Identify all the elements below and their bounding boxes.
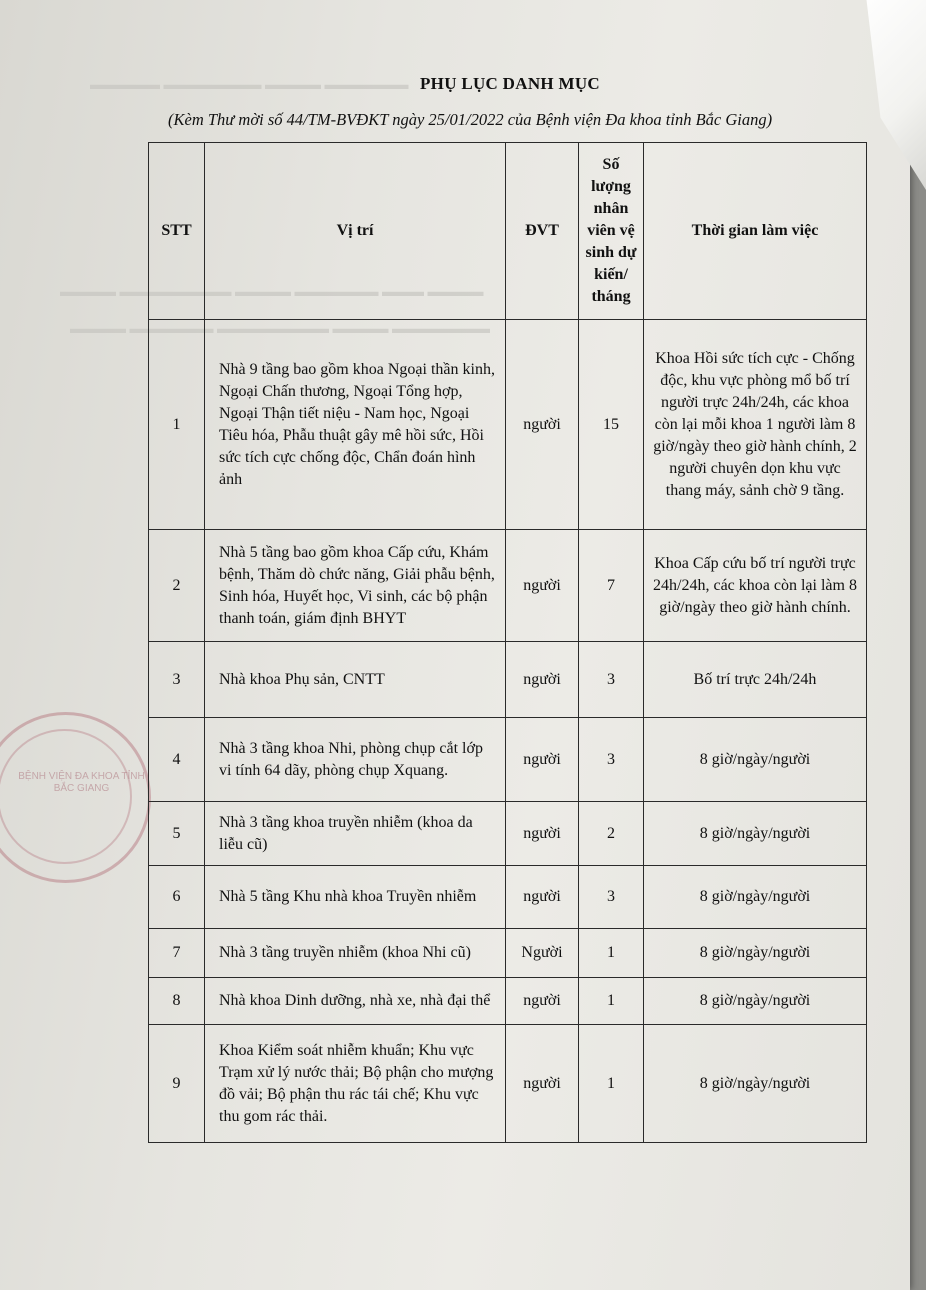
cell-time: 8 giờ/ngày/người [644, 1025, 867, 1143]
cell-unit: người [506, 1025, 579, 1143]
table-header-row [149, 143, 867, 320]
bleed-through-text: ▬▬▬▬▬▬ ▬▬▬▬ ▬▬▬▬▬▬▬ ▬▬▬▬▬ [90, 78, 409, 93]
cell-unit: người [506, 866, 579, 929]
cell-quantity: 7 [579, 530, 644, 642]
cell-quantity: 3 [579, 866, 644, 929]
cell-quantity: 1 [579, 1025, 644, 1143]
cell-time: Khoa Cấp cứu bố trí người trực 24h/24h, các khoa còn lại làm 8 giờ/ngày theo giờ hành chính. [644, 530, 867, 642]
cell-position: Nhà khoa Dinh dưỡng, nhà xe, nhà đại thể [205, 978, 506, 1025]
cell-position: Nhà 3 tầng khoa Nhi, phòng chụp cắt lớp vi tính 64 dãy, phòng chụp Xquang. [205, 718, 506, 802]
table-row [149, 320, 867, 530]
table-row [149, 530, 867, 642]
cell-time: 8 giờ/ngày/người [644, 802, 867, 866]
cell-time: Bố trí trực 24h/24h [644, 642, 867, 718]
cell-unit: người [506, 642, 579, 718]
bleed-through-text: ▬▬▬▬ ▬▬▬ ▬▬▬▬▬▬ ▬▬▬▬ ▬▬▬▬▬▬▬▬ ▬▬▬▬ [60, 285, 484, 300]
cell-quantity: 1 [579, 978, 644, 1025]
cell-stt: 1 [149, 320, 205, 530]
appendix-table [148, 142, 867, 1143]
cell-position: Khoa Kiểm soát nhiễm khuẩn; Khu vực Trạm xử lý nước thải; Bộ phận cho mượng đồ vải; Bộ phận thu rác tái chế; Khu vực thu gom rác thải. [205, 1025, 506, 1143]
cell-time: 8 giờ/ngày/người [644, 929, 867, 978]
cell-stt: 7 [149, 929, 205, 978]
cell-time: 8 giờ/ngày/người [644, 718, 867, 802]
cell-position: Nhà khoa Phụ sản, CNTT [205, 642, 506, 718]
cell-position: Nhà 5 tầng bao gồm khoa Cấp cứu, Khám bệnh, Thăm dò chức năng, Giải phẫu bệnh, Sinh hóa, Huyết học, Vi sinh, các bộ phận thanh toán, giám định BHYT [205, 530, 506, 642]
cell-unit: người [506, 530, 579, 642]
cell-position: Nhà 3 tầng truyền nhiễm (khoa Nhi cũ) [205, 929, 506, 978]
cell-time: 8 giờ/ngày/người [644, 978, 867, 1025]
cell-quantity: 3 [579, 718, 644, 802]
bleed-through-text: ▬▬▬▬▬▬▬ ▬▬▬▬ ▬▬▬▬▬▬▬▬ ▬▬▬▬▬▬ ▬▬▬▬ [70, 322, 490, 337]
table-row [149, 642, 867, 718]
document-subheading: (Kèm Thư mời số 44/TM-BVĐKT ngày 25/01/2022 của Bệnh viện Đa khoa tỉnh Bắc Giang) [168, 110, 773, 129]
column-header-position: Vị trí [205, 143, 506, 320]
cell-unit: người [506, 320, 579, 530]
column-header-stt: STT [149, 143, 205, 320]
cell-stt: 9 [149, 1025, 205, 1143]
table-row [149, 1025, 867, 1143]
table-row [149, 929, 867, 978]
cell-stt: 5 [149, 802, 205, 866]
document-heading: PHỤ LỤC DANH MỤC [420, 74, 600, 93]
column-header-quantity: Số lượng nhân viên vệ sinh dự kiến/ tháng [579, 143, 644, 320]
cell-stt: 4 [149, 718, 205, 802]
cell-quantity: 1 [579, 929, 644, 978]
cell-time: 8 giờ/ngày/người [644, 866, 867, 929]
cell-stt: 3 [149, 642, 205, 718]
column-header-time: Thời gian làm việc [644, 143, 867, 320]
cell-position: Nhà 3 tầng khoa truyền nhiễm (khoa da liễu cũ) [205, 802, 506, 866]
cell-stt: 2 [149, 530, 205, 642]
cell-quantity: 3 [579, 642, 644, 718]
table-row [149, 802, 867, 866]
cell-unit: người [506, 802, 579, 866]
table-row [149, 718, 867, 802]
cell-unit: người [506, 978, 579, 1025]
cell-unit: người [506, 718, 579, 802]
cell-time: Khoa Hồi sức tích cực - Chống độc, khu vực phòng mổ bố trí người trực 24h/24h, các khoa còn lại mỗi khoa 1 người làm 8 giờ/ngày theo giờ hành chính, 2 người chuyên dọn khu vực thang máy, sảnh chờ 9 tầng. [644, 320, 867, 530]
cell-quantity: 15 [579, 320, 644, 530]
cell-position: Nhà 9 tầng bao gồm khoa Ngoại thần kinh, Ngoại Chấn thương, Ngoại Tổng hợp, Ngoại Thận tiết niệu - Nam học, Ngoại Tiêu hóa, Phẫu thuật gây mê hồi sức, Hồi sức tích cực chống độc, Chẩn đoán hình ảnh [205, 320, 506, 530]
table-row [149, 866, 867, 929]
cell-stt: 6 [149, 866, 205, 929]
cell-stt: 8 [149, 978, 205, 1025]
cell-quantity: 2 [579, 802, 644, 866]
cell-position: Nhà 5 tầng Khu nhà khoa Truyền nhiễm [205, 866, 506, 929]
table-row [149, 978, 867, 1025]
stamp-text: BỆNH VIỆN ĐA KHOA TỈNH BẮC GIANG [18, 771, 145, 794]
hospital-stamp [0, 712, 151, 883]
column-header-unit: ĐVT [506, 143, 579, 320]
cell-unit: Người [506, 929, 579, 978]
